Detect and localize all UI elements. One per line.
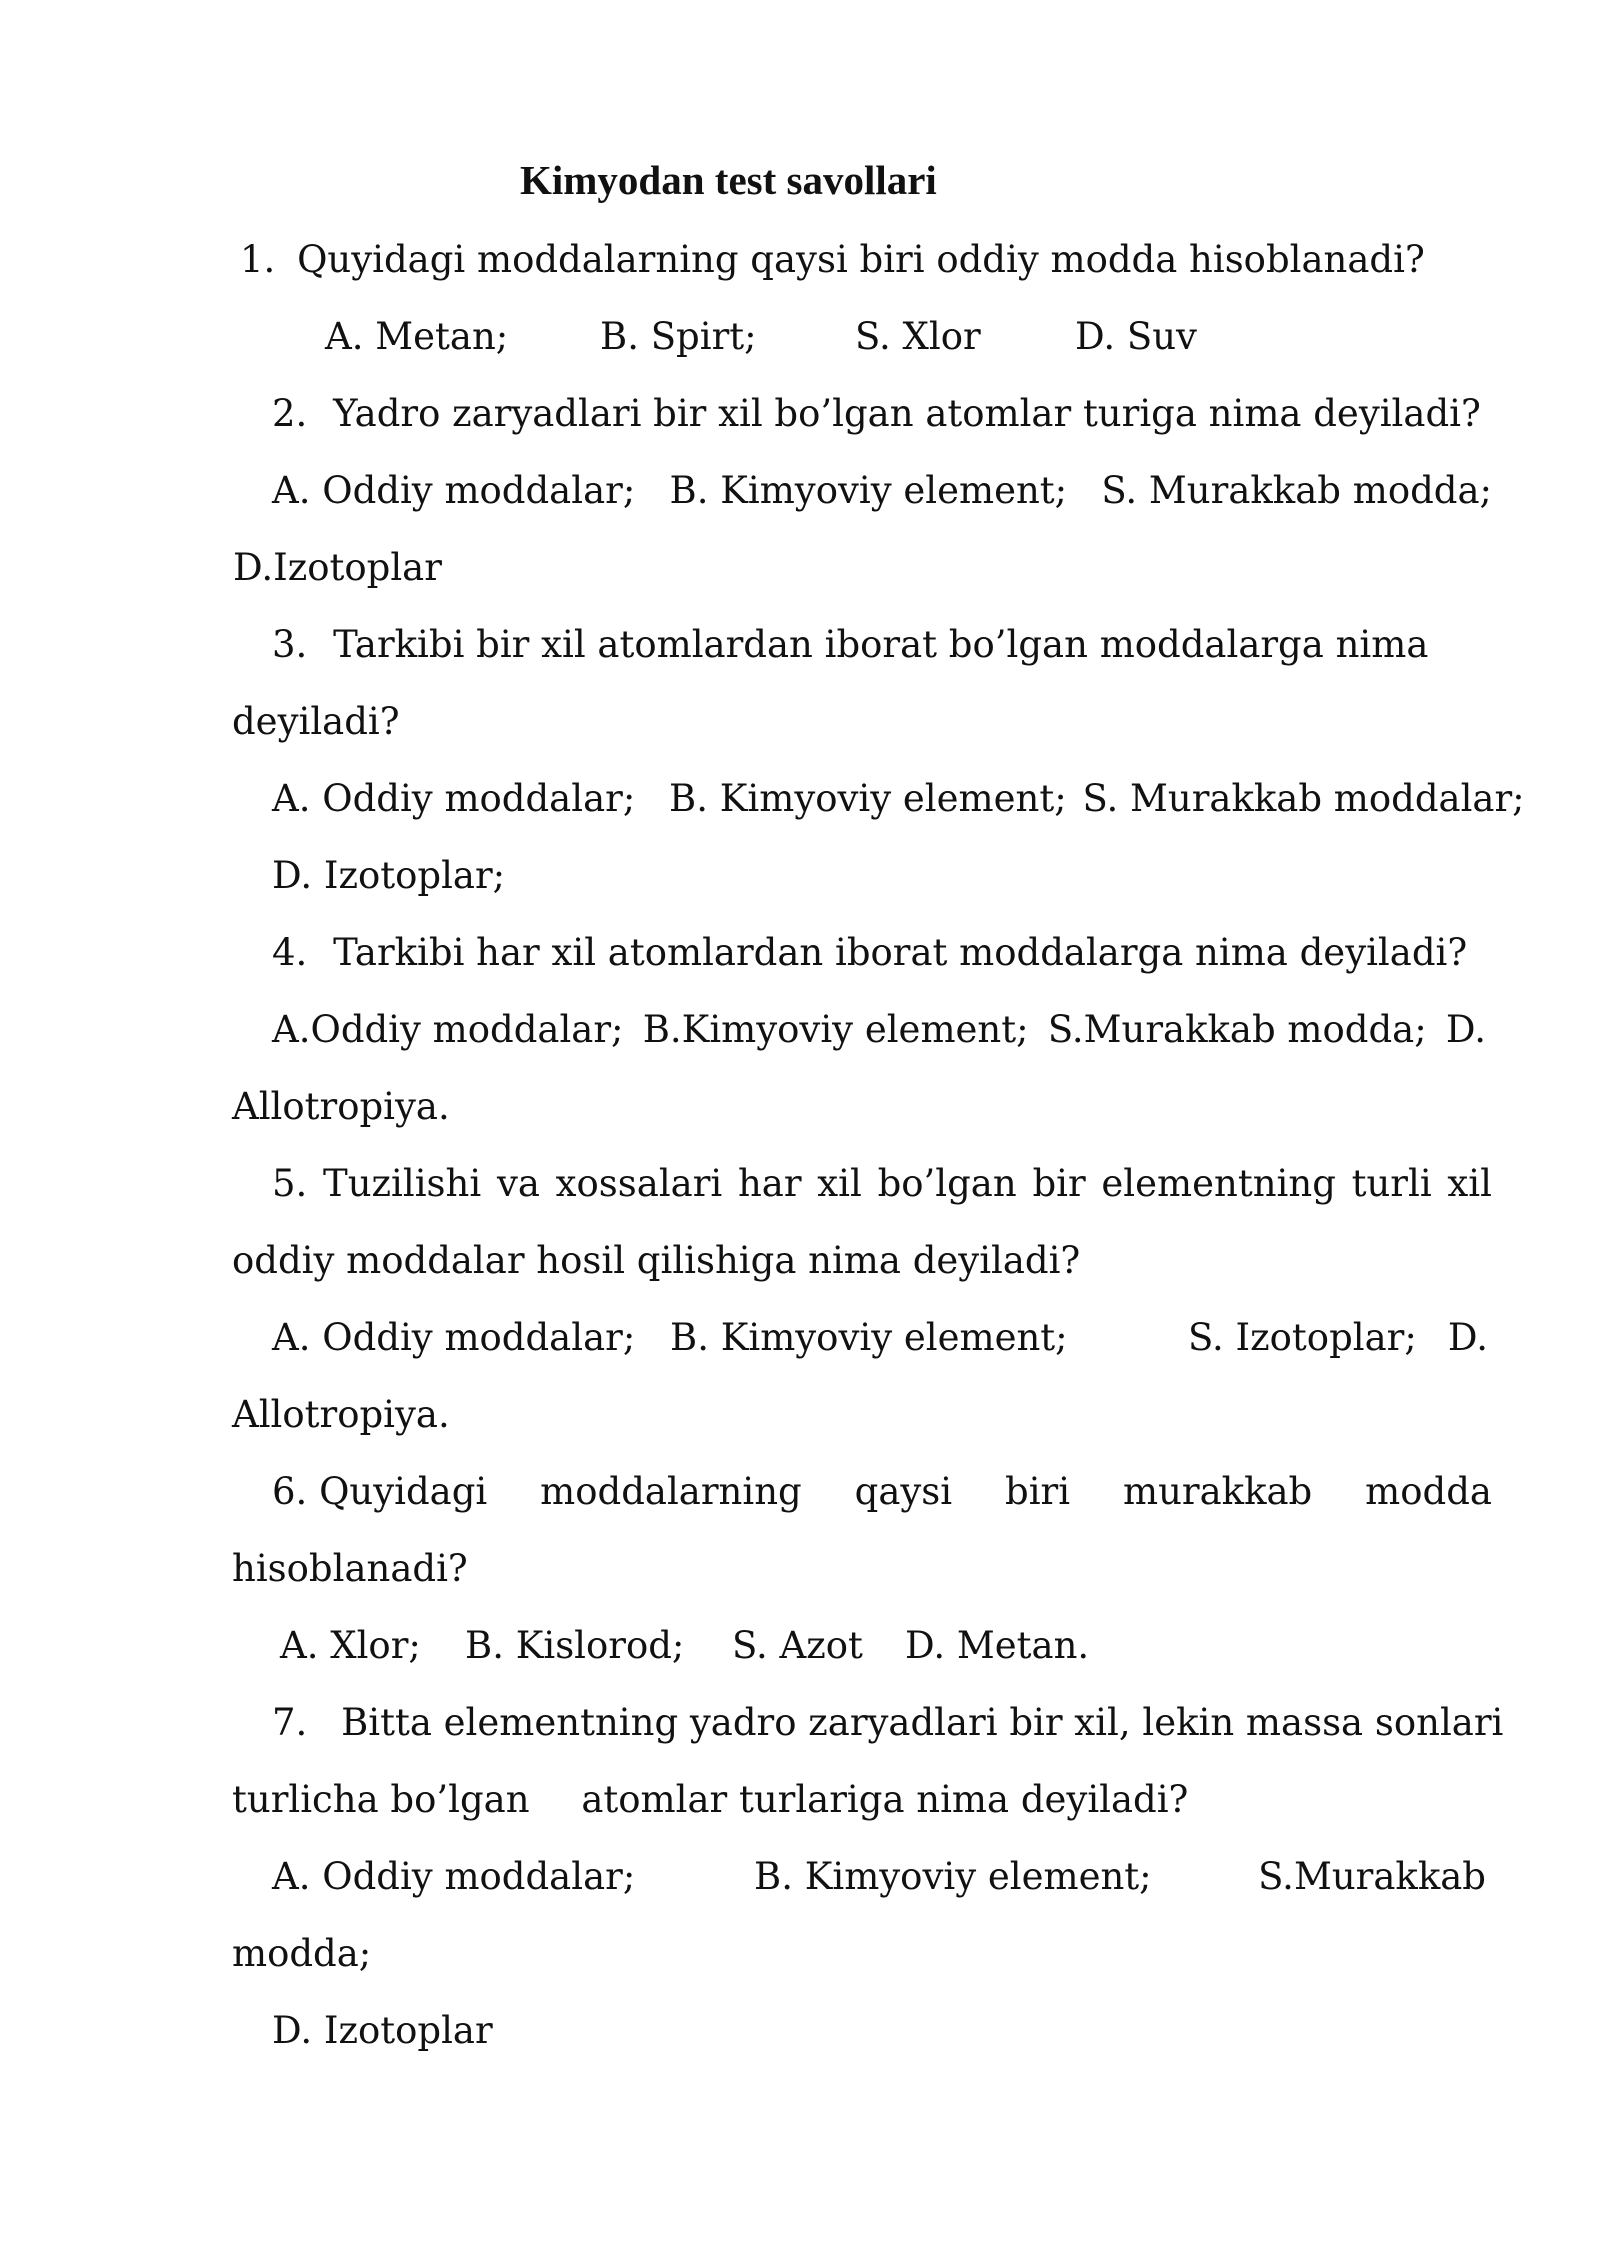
option-s: S.Murakkab modda; xyxy=(1047,1008,1427,1051)
question-word: Tuzilishi xyxy=(323,1162,482,1205)
option-d: D. Metan. xyxy=(905,1624,1090,1667)
option-a: A. Xlor; xyxy=(280,1624,421,1667)
option-s: S. Xlor xyxy=(855,315,981,358)
option-b: B. Kislorod; xyxy=(465,1624,685,1667)
options-row xyxy=(272,777,1525,820)
options-row xyxy=(272,1008,1486,1051)
option-s: S. Murakkab modda; xyxy=(1101,469,1492,512)
option-b: B. Kimyoviy element; xyxy=(754,1855,1152,1898)
question-word: xil xyxy=(1447,1162,1492,1205)
question-number: 7. xyxy=(272,1701,308,1744)
question-text: Tarkibi bir xil atomlardan iborat bo’lgan moddalarga nima xyxy=(333,623,1429,666)
option-d: D. Izotoplar xyxy=(272,2009,493,2052)
question-word: modda xyxy=(1365,1470,1492,1513)
option-b: B. Kimyoviy element; xyxy=(670,1316,1068,1359)
question-word: 5. xyxy=(272,1162,308,1205)
question-word: moddalarning xyxy=(540,1470,802,1513)
option-b: B. Kimyoviy element; xyxy=(669,469,1068,512)
question-word: elementning xyxy=(1101,1162,1336,1205)
question-text-part: turlicha bo’lgan xyxy=(232,1778,530,1821)
question-word: biri xyxy=(1005,1470,1071,1513)
question-number: 3. xyxy=(272,623,308,666)
option-d-label: D. xyxy=(1447,1316,1488,1359)
question-word: bir xyxy=(1032,1162,1086,1205)
option-d: D. Suv xyxy=(1075,315,1197,358)
option-d-text: Allotropiya. xyxy=(232,1085,450,1128)
option-d: D.Izotoplar xyxy=(233,546,442,589)
option-s-continued: modda; xyxy=(232,1932,372,1975)
option-d: D. Izotoplar; xyxy=(272,854,506,897)
question-1 xyxy=(240,238,1425,281)
page-title: Kimyodan test savollari xyxy=(520,157,937,203)
question-word: qaysi xyxy=(854,1470,953,1513)
option-s: S. Izotoplar; xyxy=(1188,1316,1417,1359)
question-word: bo’lgan xyxy=(877,1162,1017,1205)
option-b: B. Spirt; xyxy=(600,315,757,358)
option-a: A. Oddiy moddalar; xyxy=(272,1316,636,1359)
question-text: Quyidagi moddalarning qaysi biri oddiy modda hisoblanadi? xyxy=(297,238,1425,281)
question-text: Bitta elementning yadro zaryadlari bir xil, lekin massa sonlari xyxy=(341,1701,1504,1744)
question-text-continued xyxy=(232,1778,1189,1821)
question-word: va xyxy=(496,1162,540,1205)
question-7 xyxy=(272,1701,1504,1744)
option-s: S.Murakkab xyxy=(1258,1855,1486,1898)
question-text: Tarkibi har xil atomlardan iborat moddalarga nima deyiladi? xyxy=(333,931,1468,974)
question-word: xil xyxy=(817,1162,862,1205)
option-d-text: Allotropiya. xyxy=(232,1393,450,1436)
option-s: S. Azot xyxy=(732,1624,863,1667)
question-4 xyxy=(272,931,1468,974)
question-text-part: atomlar turlariga nima deyiladi? xyxy=(581,1778,1189,1821)
question-word: har xyxy=(737,1162,802,1205)
question-text-continued: oddiy moddalar hosil qilishiga nima deyiladi? xyxy=(232,1239,1081,1282)
option-s: S. Murakkab moddalar; xyxy=(1082,777,1525,820)
question-5 xyxy=(272,1162,1492,1205)
option-a: A. Oddiy moddalar; xyxy=(272,777,636,820)
question-text: Yadro zaryadlari bir xil bo’lgan atomlar turiga nima deyiladi? xyxy=(333,392,1481,435)
question-2 xyxy=(272,392,1481,435)
option-a: A. Metan; xyxy=(325,315,509,358)
options-row xyxy=(272,469,1492,512)
option-a: A. Oddiy moddalar; xyxy=(272,1855,636,1898)
question-6 xyxy=(272,1470,1492,1513)
option-b: B.Kimyoviy element; xyxy=(642,1008,1029,1051)
option-b: B. Kimyoviy element; xyxy=(669,777,1067,820)
question-number: 2. xyxy=(272,392,308,435)
question-text-continued: deyiladi? xyxy=(232,700,400,743)
question-number: 1. xyxy=(240,238,276,281)
option-d-label: D. xyxy=(1445,1008,1486,1051)
question-3 xyxy=(272,623,1429,666)
question-word: xossalari xyxy=(555,1162,723,1205)
question-word: 6. Quyidagi xyxy=(272,1470,488,1513)
question-text-continued: hisoblanadi? xyxy=(232,1547,468,1590)
question-word: turli xyxy=(1351,1162,1432,1205)
question-word: murakkab xyxy=(1123,1470,1313,1513)
question-number: 4. xyxy=(272,931,308,974)
option-a: A.Oddiy moddalar; xyxy=(272,1008,624,1051)
option-a: A. Oddiy moddalar; xyxy=(272,469,636,512)
